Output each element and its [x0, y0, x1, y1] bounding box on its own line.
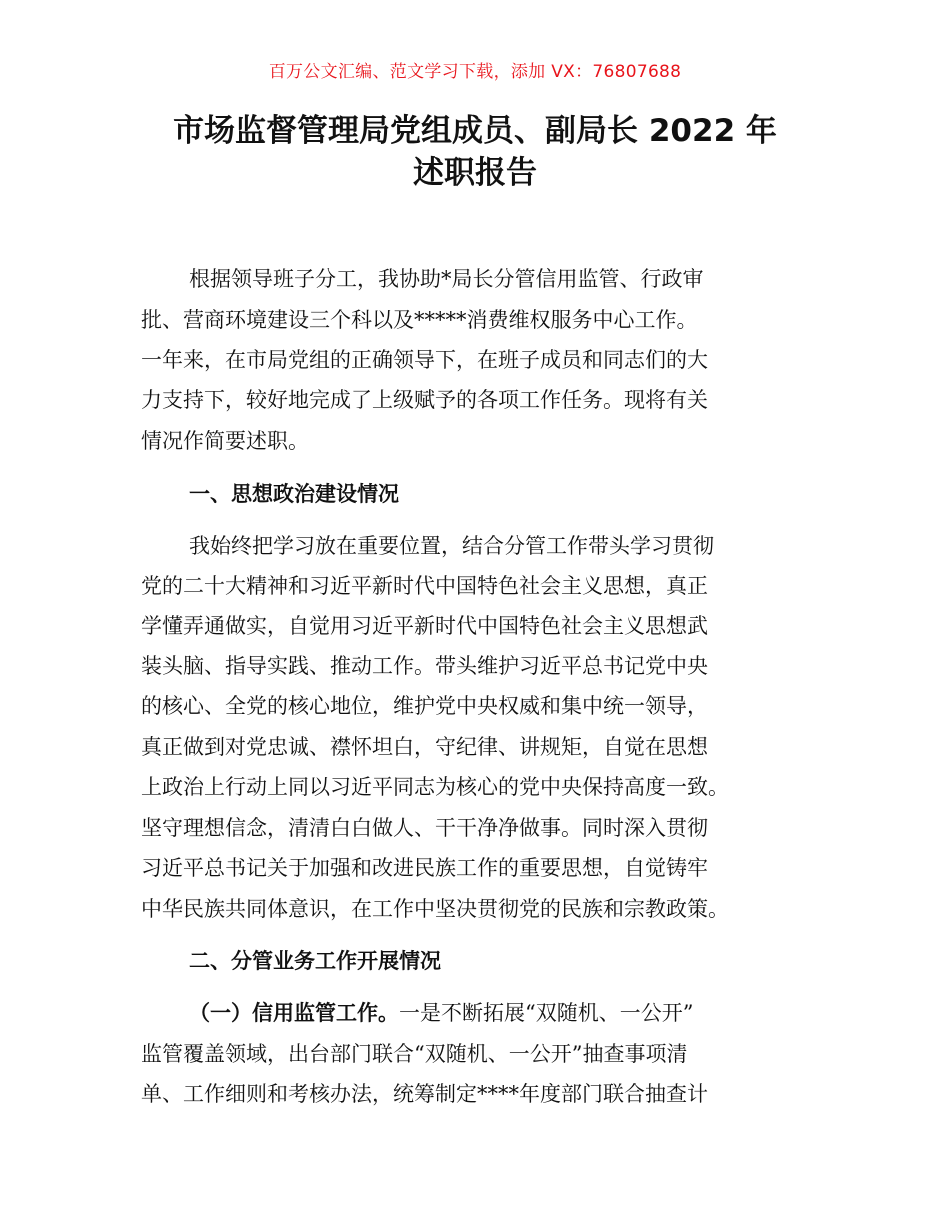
section-heading: 二、分管业务工作开展情况 [189, 949, 441, 973]
title-line-1: 市场监督管理局党组成员、副局长 2022 年 [173, 113, 777, 149]
paragraph-line: 学懂弄通做实，自觉用习近平新时代中国特色社会主义思想武 [141, 614, 708, 638]
subsection-first-line-rest: 一是不断拓展“双随机、一公开” [399, 1001, 694, 1025]
paragraph-line: 批、营商环境建设三个科以及*****消费维权服务中心工作。 [141, 308, 698, 332]
paragraph-line: 力支持下，较好地完成了上级赋予的各项工作任务。现将有关 [141, 388, 708, 412]
paragraph-line: 坚守理想信念，清清白白做人、干干净净做事。同时深入贯彻 [141, 816, 708, 840]
paragraph-line: 党的二十大精神和习近平新时代中国特色社会主义思想，真正 [141, 574, 708, 598]
paragraph-line: 单、工作细则和考核办法，统筹制定****年度部门联合抽查计 [141, 1082, 708, 1106]
paragraph-line: 情况作简要述职。 [141, 429, 309, 453]
subsection-lead: （一）信用监管工作。 [189, 1001, 399, 1025]
paragraph-line: 习近平总书记关于加强和改进民族工作的重要思想，自觉铸牢 [141, 856, 708, 880]
paragraph-line: 监管覆盖领域，出台部门联合“双随机、一公开”抽查事项清 [141, 1042, 688, 1066]
title-line-2: 述职报告 [413, 155, 537, 191]
header-watermark-text: 百万公文汇编、范文学习下载，添加 VX：76807688 [268, 62, 682, 82]
paragraph-line: 中华民族共同体意识，在工作中坚决贯彻党的民族和宗教政策。 [141, 897, 729, 921]
paragraph-line: 的核心、全党的核心地位，维护党中央权威和集中统一领导， [141, 694, 708, 718]
document-title [0, 110, 950, 194]
paragraph-line: 真正做到对党忠诚、襟怀坦白，守纪律、讲规矩，自觉在思想 [141, 735, 708, 759]
paragraph-line: 装头脑、指导实践、推动工作。带头维护习近平总书记党中央 [141, 654, 708, 678]
paragraph-line: 根据领导班子分工，我协助*局长分管信用监管、行政审 [189, 267, 704, 291]
subsection-first-line [189, 997, 693, 1027]
paragraph-line: 我始终把学习放在重要位置，结合分管工作带头学习贯彻 [189, 534, 714, 558]
paragraph-line: 一年来，在市局党组的正确领导下，在班子成员和同志们的大 [141, 348, 708, 372]
paragraph-line: 上政治上行动上同以习近平同志为核心的党中央保持高度一致。 [141, 775, 729, 799]
section-heading: 一、思想政治建设情况 [189, 482, 399, 506]
